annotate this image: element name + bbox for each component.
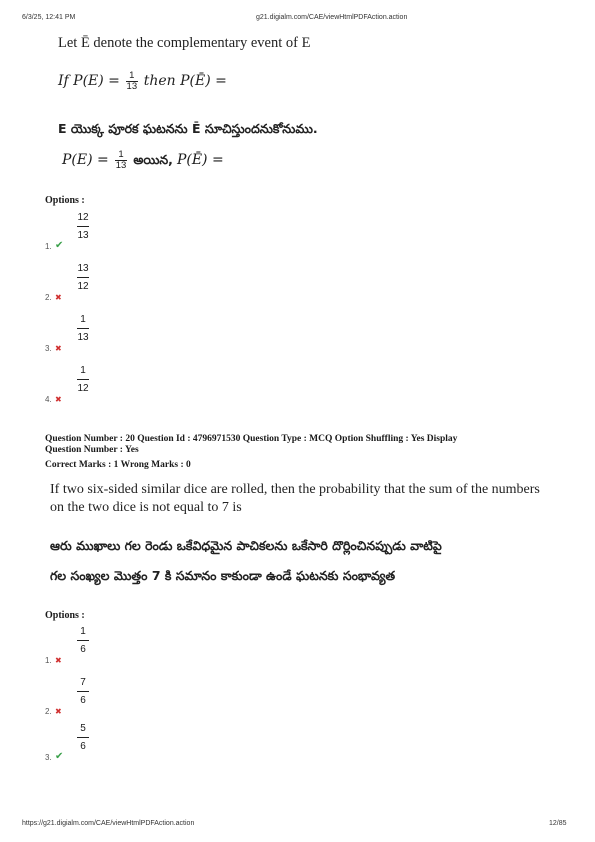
q1-option-1-fraction [73,211,93,242]
q2-meta-line2: Question Number : Yes [45,445,139,455]
cross-icon: ✖ [55,344,62,353]
footer-url: https://g21.digialm.com/CAE/viewHtmlPDFAction.action [22,820,195,827]
q2-meta-line3: Correct Marks : 1 Wrong Marks : 0 [45,460,191,470]
q1-option-4 [45,364,125,404]
q2-option-1 [45,625,125,665]
q2-option-1-index: 1. [45,656,52,665]
cross-icon: ✖ [55,395,62,404]
q1-options-label: Options : [45,195,85,206]
q1-option-1 [45,211,125,251]
q1-option-2-fraction [73,262,93,293]
q1-option-1-den: 13 [77,230,89,241]
q2-option-3-fraction [73,722,93,753]
q2-option-2-num: 7 [80,677,86,688]
q2-telugu-line2: గల సంఖ్యల మొత్తం 7 కి సమానం కాకుండా ఉండే ఘటనకు సంభావ్యత [50,568,396,583]
q1-telugu-word: అయిన, [133,152,173,168]
q2-option-1-den: 6 [80,644,86,655]
q2-option-3-den: 6 [80,741,86,752]
q2-telugu-line1: ఆరు ముఖాలు గల రెండు ఒకేవిధమైన పాచికలను ఒకేసారి దొర్లించినప్పుడు వాటిపై [50,538,442,553]
q2-meta-line1: Question Number : 20 Question Id : 4796971530 Question Type : MCQ Option Shuffling : Yes Display [45,434,458,444]
check-icon: ✔ [55,751,64,762]
q1-option-4-fraction [73,364,93,395]
q2-options-label: Options : [45,610,85,621]
q1-option-3 [45,313,125,353]
q1-option-3-index: 3. [45,344,52,353]
q1-then-text: then P(Ē) = [143,72,227,89]
header-url: g21.digialm.com/CAE/viewHtmlPDFAction.action [256,14,408,21]
q1-frac-num: 1 [129,70,135,81]
cross-icon: ✖ [55,293,62,302]
q1-option-3-fraction [73,313,93,344]
q1-option-2 [45,262,125,302]
q1-option-2-index: 2. [45,293,52,302]
q2-option-1-num: 1 [80,626,86,637]
q2-option-2-den: 6 [80,695,86,706]
q2-option-3-index: 3. [45,753,52,762]
q2-option-3-num: 5 [80,723,86,734]
q1-option-4-den: 12 [77,383,89,394]
q2-text: If two six-sided similar dice are rolled, then the probability that the sum of the numbers on the two dice is not equal to 7 is [50,482,540,515]
cross-icon: ✖ [55,707,62,716]
q1-telugu-rhs: P(Ē) = [176,152,224,169]
q2-option-2 [45,676,125,716]
footer-page-number: 12/85 [549,820,567,827]
q1-telugu-math [62,150,224,171]
q1-line1: Let Ē denote the complementary event of E [58,35,311,51]
q2-option-2-index: 2. [45,707,52,716]
q1-math-line [58,71,227,92]
header-datetime: 6/3/25, 12:41 PM [22,14,76,21]
q1-option-3-den: 13 [77,332,89,343]
q1-option-1-index: 1. [45,242,52,251]
q1-fraction [126,71,139,92]
q1-option-2-den: 12 [77,281,89,292]
q1-option-1-num: 12 [77,212,89,223]
q1-telugu-frac-den: 13 [115,160,127,171]
q1-telugu-fraction [115,150,128,171]
q2-option-3 [45,722,125,762]
cross-icon: ✖ [55,656,62,665]
q2-option-1-fraction [73,625,93,656]
q1-option-4-num: 1 [80,365,86,376]
q1-frac-den: 13 [126,81,138,92]
q2-option-2-fraction [73,676,93,707]
q1-option-3-num: 1 [80,314,86,325]
q1-telugu-line1: E యొక్క పూరక ఘటనను Ē సూచిస్తుందనుకోనుము. [58,121,318,136]
q1-option-2-num: 13 [77,263,89,274]
q1-telugu-frac-num: 1 [118,149,124,160]
check-icon: ✔ [55,240,64,251]
q1-if-text: If P(E) = [58,72,120,89]
q1-telugu-lhs: P(E) = [62,152,109,169]
q1-option-4-index: 4. [45,395,52,404]
